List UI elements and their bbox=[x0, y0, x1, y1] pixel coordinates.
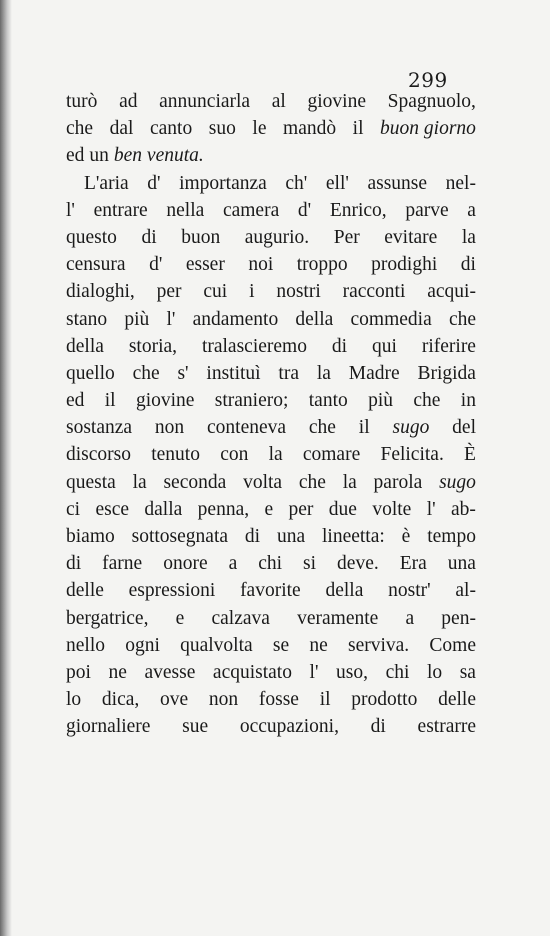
word: comare bbox=[302, 444, 361, 466]
word: sue bbox=[182, 716, 209, 738]
word: che bbox=[298, 471, 326, 493]
word: l' bbox=[309, 661, 319, 683]
word: l' bbox=[166, 308, 176, 330]
word: ove bbox=[160, 689, 189, 711]
word: al bbox=[271, 91, 286, 112]
word: questo bbox=[66, 226, 117, 248]
word: occupazioni, bbox=[239, 716, 339, 738]
word: il bbox=[358, 417, 370, 439]
word: uso, bbox=[336, 661, 369, 683]
word: poi bbox=[66, 661, 91, 683]
word: esser bbox=[185, 254, 225, 276]
word: ed bbox=[66, 145, 85, 167]
word: L'aria bbox=[84, 172, 129, 194]
word: avesse bbox=[144, 661, 196, 683]
word: fosse bbox=[258, 689, 299, 711]
word: ben venuta. bbox=[113, 145, 204, 167]
word: sugo bbox=[392, 417, 430, 439]
word: dialoghi, bbox=[66, 281, 135, 303]
word: È bbox=[464, 444, 476, 466]
word: quello bbox=[66, 362, 115, 384]
word: più bbox=[124, 308, 150, 330]
word: tenuto bbox=[151, 444, 200, 466]
word: di bbox=[460, 254, 476, 276]
body-text bbox=[66, 88, 476, 741]
word: chi bbox=[385, 661, 410, 683]
word: l' bbox=[66, 199, 75, 221]
word: serviva. bbox=[348, 634, 410, 656]
text-line bbox=[66, 306, 476, 333]
word: più bbox=[368, 390, 394, 412]
word: volta bbox=[243, 471, 283, 493]
word: un bbox=[89, 145, 109, 167]
text-line bbox=[66, 523, 476, 550]
word: sostanza bbox=[66, 417, 133, 439]
word: nello bbox=[66, 634, 105, 656]
word: di bbox=[141, 226, 157, 248]
word: acquistato bbox=[212, 661, 292, 683]
word: tra bbox=[278, 362, 299, 384]
word: augurio. bbox=[244, 226, 310, 248]
word: pen- bbox=[441, 607, 476, 629]
word: veramente bbox=[297, 607, 379, 629]
word: onore bbox=[163, 553, 208, 575]
word: dalla bbox=[144, 498, 183, 520]
word: storia, bbox=[128, 335, 178, 357]
word: mandò bbox=[283, 118, 337, 140]
word: qui bbox=[372, 335, 397, 357]
word: l' bbox=[426, 498, 436, 520]
word: della bbox=[295, 308, 334, 330]
word: racconti bbox=[342, 281, 406, 303]
word: che bbox=[132, 362, 160, 384]
word: ne bbox=[108, 661, 127, 683]
word: la bbox=[132, 471, 147, 493]
text-line bbox=[66, 577, 476, 604]
word: Come bbox=[429, 634, 476, 656]
text-line bbox=[66, 278, 476, 305]
word: camera bbox=[222, 199, 280, 221]
word: ci bbox=[66, 498, 81, 520]
word: parve bbox=[405, 199, 449, 221]
text-line bbox=[66, 469, 476, 496]
text-line bbox=[66, 170, 476, 197]
word: si bbox=[303, 553, 317, 575]
text-line bbox=[66, 659, 476, 686]
word: noi bbox=[248, 254, 274, 276]
word: la bbox=[342, 471, 357, 493]
word: Brigida bbox=[417, 362, 476, 384]
word: è bbox=[401, 526, 411, 547]
word: ogni bbox=[125, 634, 160, 656]
word: le bbox=[252, 118, 267, 140]
word: entrare bbox=[93, 199, 148, 221]
word: tempo bbox=[427, 526, 476, 547]
word: assunse bbox=[367, 172, 428, 194]
word: evitare bbox=[384, 226, 438, 248]
word: e bbox=[264, 498, 274, 520]
word: dica, bbox=[101, 689, 140, 711]
word: discorso bbox=[66, 444, 131, 466]
text-line bbox=[66, 550, 476, 577]
word: suo bbox=[208, 118, 236, 140]
word: giovine bbox=[135, 390, 195, 412]
word: sa bbox=[459, 661, 476, 683]
page-number: 299 bbox=[408, 68, 448, 92]
word: ell' bbox=[325, 172, 349, 194]
word: d' bbox=[147, 172, 161, 194]
word: turò bbox=[66, 91, 98, 112]
word: buon giorno bbox=[380, 118, 476, 140]
word: stano bbox=[66, 308, 108, 330]
text-line bbox=[66, 142, 476, 169]
word: instituì bbox=[206, 362, 261, 384]
word: chi bbox=[258, 553, 283, 575]
word: il bbox=[352, 118, 364, 140]
word: lineetta: bbox=[321, 526, 385, 547]
text-line bbox=[66, 441, 476, 468]
word: canto bbox=[149, 118, 193, 140]
word: una bbox=[447, 553, 476, 575]
word: importanza bbox=[179, 172, 267, 194]
word: lo bbox=[426, 661, 443, 683]
binding-shadow bbox=[0, 0, 12, 936]
word: una bbox=[276, 526, 306, 547]
word: commedia bbox=[350, 308, 432, 330]
word: biamo bbox=[66, 526, 115, 547]
word: di bbox=[244, 526, 261, 547]
word: censura bbox=[66, 254, 126, 276]
text-line bbox=[66, 360, 476, 387]
word: il bbox=[319, 689, 331, 711]
word: che bbox=[308, 417, 336, 439]
word: espressioni bbox=[128, 580, 216, 602]
word: la bbox=[316, 362, 331, 384]
word: riferire bbox=[421, 335, 476, 357]
word: in bbox=[460, 390, 476, 412]
word: d' bbox=[149, 254, 163, 276]
word: esce bbox=[95, 498, 130, 520]
word: nella bbox=[166, 199, 205, 221]
word: Spagnuolo, bbox=[387, 91, 476, 112]
word: a bbox=[467, 199, 476, 221]
word: al- bbox=[455, 580, 476, 602]
word: ch' bbox=[285, 172, 308, 194]
word: delle bbox=[438, 689, 476, 711]
word: prodotto bbox=[351, 689, 418, 711]
word: tralascieremo bbox=[201, 335, 307, 357]
word: di bbox=[331, 335, 348, 357]
text-line bbox=[66, 632, 476, 659]
text-line bbox=[66, 387, 476, 414]
word: bergatrice, bbox=[66, 607, 149, 629]
word: qualvolta bbox=[180, 634, 253, 656]
word: farne bbox=[102, 553, 143, 575]
word: del bbox=[452, 417, 476, 439]
word: e bbox=[175, 607, 185, 629]
word: straniero; bbox=[214, 390, 289, 412]
word: d' bbox=[297, 199, 312, 221]
word: sugo bbox=[439, 471, 476, 493]
text-line bbox=[66, 115, 476, 142]
word: cui bbox=[203, 281, 228, 303]
word: di bbox=[66, 553, 82, 575]
word: non bbox=[154, 417, 185, 439]
word: estrarre bbox=[417, 716, 476, 738]
word: conteneva bbox=[207, 417, 287, 439]
word: Enrico, bbox=[329, 199, 387, 221]
word: sottosegnata bbox=[131, 526, 229, 547]
word: nostr' bbox=[388, 580, 431, 602]
word: calzava bbox=[211, 607, 270, 629]
word: deve. bbox=[337, 553, 379, 575]
word: che bbox=[413, 390, 441, 412]
word: acqui- bbox=[427, 281, 476, 303]
word: ab- bbox=[451, 498, 476, 520]
text-line bbox=[66, 713, 476, 740]
word: il bbox=[104, 390, 116, 412]
word: per bbox=[156, 281, 182, 303]
word: con bbox=[220, 444, 249, 466]
word: seconda bbox=[163, 471, 227, 493]
word: che bbox=[448, 308, 476, 330]
word: di bbox=[370, 716, 386, 738]
word: Per bbox=[333, 226, 360, 248]
text-line bbox=[66, 605, 476, 632]
word: Madre bbox=[348, 362, 400, 384]
word: che bbox=[66, 118, 94, 140]
word: giovine bbox=[307, 91, 366, 112]
word: troppo bbox=[296, 254, 348, 276]
word: non bbox=[208, 689, 239, 711]
word: ne bbox=[309, 634, 328, 656]
word: tanto bbox=[308, 390, 348, 412]
word: questa bbox=[66, 471, 116, 493]
word: la bbox=[268, 444, 283, 466]
text-line bbox=[66, 197, 476, 224]
word: nostri bbox=[276, 281, 321, 303]
word: per bbox=[288, 498, 314, 520]
word: della bbox=[325, 580, 364, 602]
word: due bbox=[328, 498, 357, 520]
text-line bbox=[66, 88, 476, 115]
word: dal bbox=[109, 118, 134, 140]
text-line bbox=[66, 224, 476, 251]
word: della bbox=[66, 335, 104, 357]
word: s' bbox=[177, 362, 189, 384]
text-line bbox=[66, 251, 476, 278]
text-line bbox=[66, 414, 476, 441]
word: nel- bbox=[445, 172, 476, 194]
word: andamento bbox=[192, 308, 279, 330]
word: se bbox=[272, 634, 290, 656]
word: delle bbox=[66, 580, 104, 602]
word: i bbox=[249, 281, 255, 303]
word: volte bbox=[372, 498, 412, 520]
word: la bbox=[461, 226, 476, 248]
word: a bbox=[228, 553, 238, 575]
text-line bbox=[66, 333, 476, 360]
word: lo bbox=[66, 689, 82, 711]
word: buon bbox=[181, 226, 221, 248]
word: ad bbox=[119, 91, 138, 112]
word: Felicita. bbox=[380, 444, 444, 466]
word: a bbox=[405, 607, 415, 629]
word: prodighi bbox=[371, 254, 438, 276]
word: Era bbox=[399, 553, 427, 575]
word: annunciarla bbox=[159, 91, 251, 112]
text-line bbox=[66, 496, 476, 523]
word: parola bbox=[373, 471, 423, 493]
word: ed bbox=[66, 390, 85, 412]
text-line bbox=[66, 686, 476, 713]
word: penna, bbox=[197, 498, 250, 520]
word: giornaliere bbox=[66, 716, 151, 738]
word: favorite bbox=[240, 580, 301, 602]
